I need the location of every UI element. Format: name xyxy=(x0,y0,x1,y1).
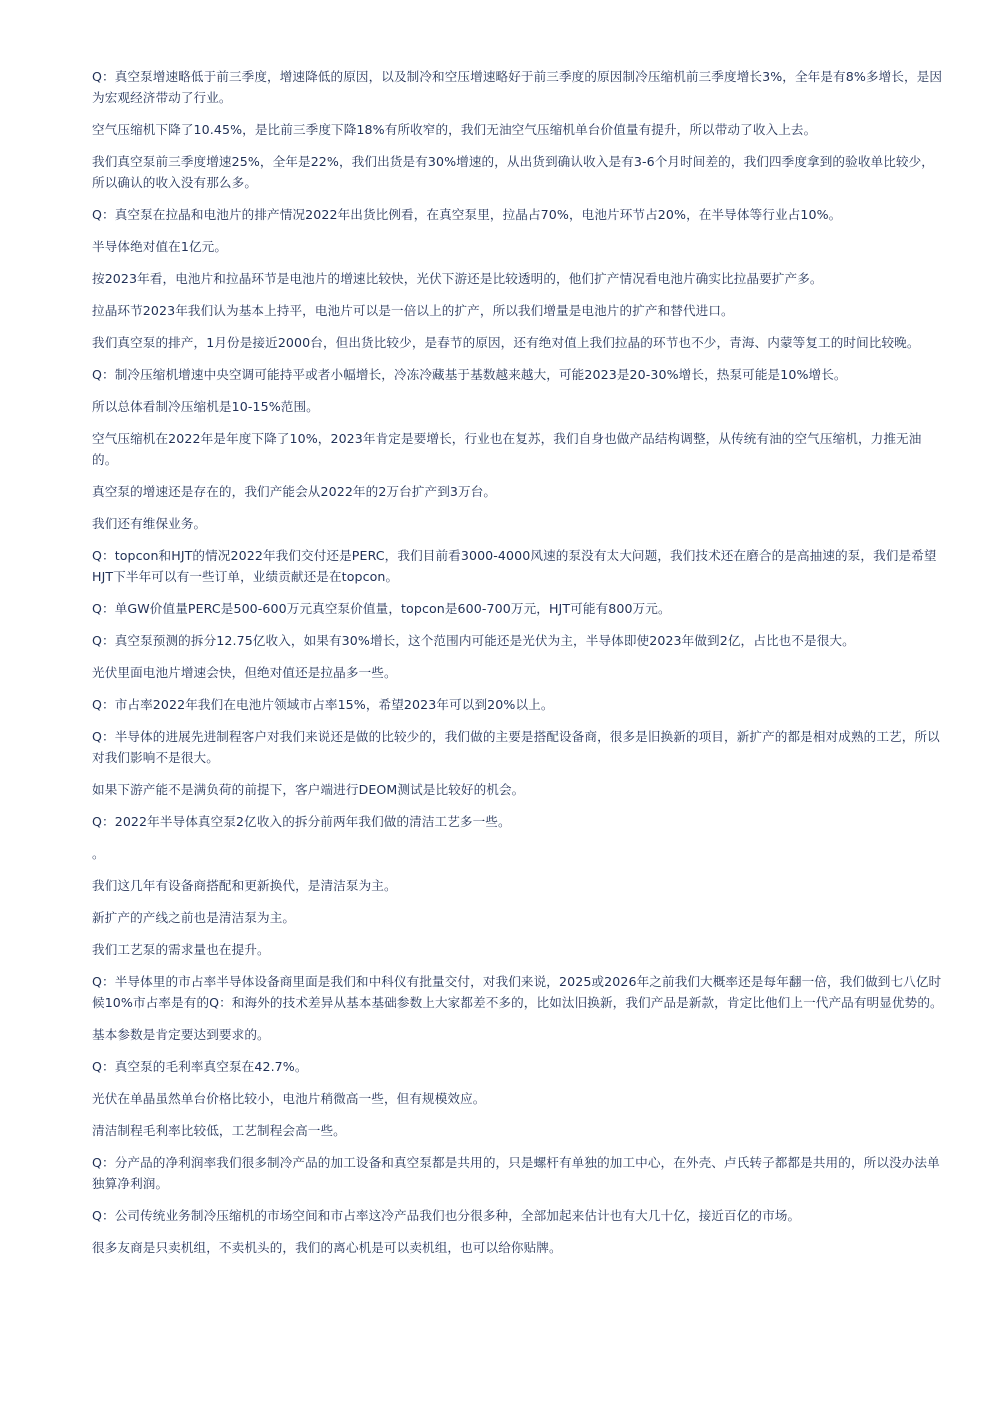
paragraph: 拉晶环节2023年我们认为基本上持平，电池片可以是一倍以上的扩产，所以我们增量是电池片的扩产和替代进口。 xyxy=(92,303,734,318)
paragraph: 空气压缩机下降了10.45%，是比前三季度下降18%有所收窄的，我们无油空气压缩机单台价值量有提升，所以带动了收入上去。 xyxy=(92,122,817,137)
paragraph: 我们这几年有设备商搭配和更新换代，是清洁泵为主。 xyxy=(92,878,397,893)
paragraph: Q：真空泵预测的拆分12.75亿收入，如果有30%增长，这个范围内可能还是光伏为主，半导体即使2023年做到2亿，占比也不是很大。 xyxy=(92,633,855,648)
paragraph: 很多友商是只卖机组，不卖机头的，我们的离心机是可以卖机组，也可以给你贴牌。 xyxy=(92,1240,562,1255)
paragraph: Q：分产品的净利润率我们很多制冷产品的加工设备和真空泵都是共用的，只是螺杆有单独的加工中心，在外壳、卢氏转子都都是共用的，所以没办法单独算净利润。 xyxy=(92,1155,940,1191)
paragraph: Q：topcon和HJT的情况2022年我们交付还是PERC，我们目前看3000-4000风速的泵没有太大问题，我们技术还在磨合的是高抽速的泵，我们是希望HJT下半年可以有一些订单，业绩贡献还是在topcon。 xyxy=(92,548,937,584)
paragraph: 真空泵的增速还是存在的，我们产能会从2022年的2万台扩产到3万台。 xyxy=(92,484,497,499)
paragraph: Q：公司传统业务制冷压缩机的市场空间和市占率这冷产品我们也分很多种，全部加起来估计也有大几十亿，接近百亿的市场。 xyxy=(92,1208,801,1223)
paragraph: 基本参数是肯定要达到要求的。 xyxy=(92,1027,270,1042)
paragraph: 我们真空泵的排产，1月份是接近2000台，但出货比较少，是春节的原因，还有绝对值上我们拉晶的环节也不少，青海、内蒙等复工的时间比较晚。 xyxy=(92,335,920,350)
paragraph: 所以总体看制冷压缩机是10-15%范围。 xyxy=(92,399,319,414)
document-page xyxy=(92,66,944,1269)
paragraph: 按2023年看，电池片和拉晶环节是电池片的增速比较快，光伏下游还是比较透明的，他们扩产情况看电池片确实比拉晶要扩产多。 xyxy=(92,271,823,286)
paragraph: 光伏在单晶虽然单台价格比较小，电池片稍微高一些，但有规模效应。 xyxy=(92,1091,486,1106)
paragraph: 我们工艺泵的需求量也在提升。 xyxy=(92,942,270,957)
paragraph: Q：单GW价值量PERC是500-600万元真空泵价值量，topcon是600-700万元，HJT可能有800万元。 xyxy=(92,601,671,616)
paragraph: 半导体绝对值在1亿元。 xyxy=(92,239,228,254)
paragraph: 空气压缩机在2022年是年度下降了10%，2023年肯定是要增长，行业也在复苏，我们自身也做产品结构调整，从传统有油的空气压缩机，力推无油的。 xyxy=(92,431,922,467)
paragraph: Q：真空泵增速略低于前三季度，增速降低的原因，以及制冷和空压增速略好于前三季度的原因制冷压缩机前三季度增长3%，全年是有8%多增长，是因为宏观经济带动了行业。 xyxy=(92,69,943,105)
paragraph: Q：市占率2022年我们在电池片领域市占率15%，希望2023年可以到20%以上。 xyxy=(92,697,554,712)
paragraph: Q：制冷压缩机增速中央空调可能持平或者小幅增长，冷冻冷藏基于基数越来越大，可能2023是20-30%增长，热泵可能是10%增长。 xyxy=(92,367,847,382)
paragraph: Q：半导体的进展先进制程客户对我们来说还是做的比较少的，我们做的主要是搭配设备商，很多是旧换新的项目，新扩产的都是相对成熟的工艺，所以对我们影响不是很大。 xyxy=(92,729,940,765)
paragraph: Q：真空泵在拉晶和电池片的排产情况2022年出货比例看，在真空泵里，拉晶占70%，电池片环节占20%，在半导体等行业占10%。 xyxy=(92,207,842,222)
paragraph: 我们还有维保业务。 xyxy=(92,516,207,531)
paragraph: 如果下游产能不是满负荷的前提下，客户端进行DEOM测试是比较好的机会。 xyxy=(92,782,525,797)
paragraph: 清洁制程毛利率比较低，工艺制程会高一些。 xyxy=(92,1123,346,1138)
paragraph: Q：2022年半导体真空泵2亿收入的拆分前两年我们做的清洁工艺多一些。 xyxy=(92,814,511,829)
paragraph: 我们真空泵前三季度增速25%，全年是22%，我们出货是有30%增速的，从出货到确认收入是有3-6个月时间差的，我们四季度拿到的验收单比较少，所以确认的收入没有那么多。 xyxy=(92,154,934,190)
paragraph: 光伏里面电池片增速会快，但绝对值还是拉晶多一些。 xyxy=(92,665,397,680)
paragraph: Q：半导体里的市占率半导体设备商里面是我们和中科仪有批量交付，对我们来说，2025或2026年之前我们大概率还是每年翻一倍，我们做到七八亿时候10%市占率是有的Q：和海外的技术差异从基本基础参数上大家都差不多的，比如汰旧换新，我们产品是新款，肯定比他们上一代产品有明显优势的。 xyxy=(92,974,943,1010)
paragraph: 新扩产的产线之前也是清洁泵为主。 xyxy=(92,910,296,925)
paragraph: 。 xyxy=(92,846,105,861)
paragraph: Q：真空泵的毛利率真空泵在42.7%。 xyxy=(92,1059,308,1074)
